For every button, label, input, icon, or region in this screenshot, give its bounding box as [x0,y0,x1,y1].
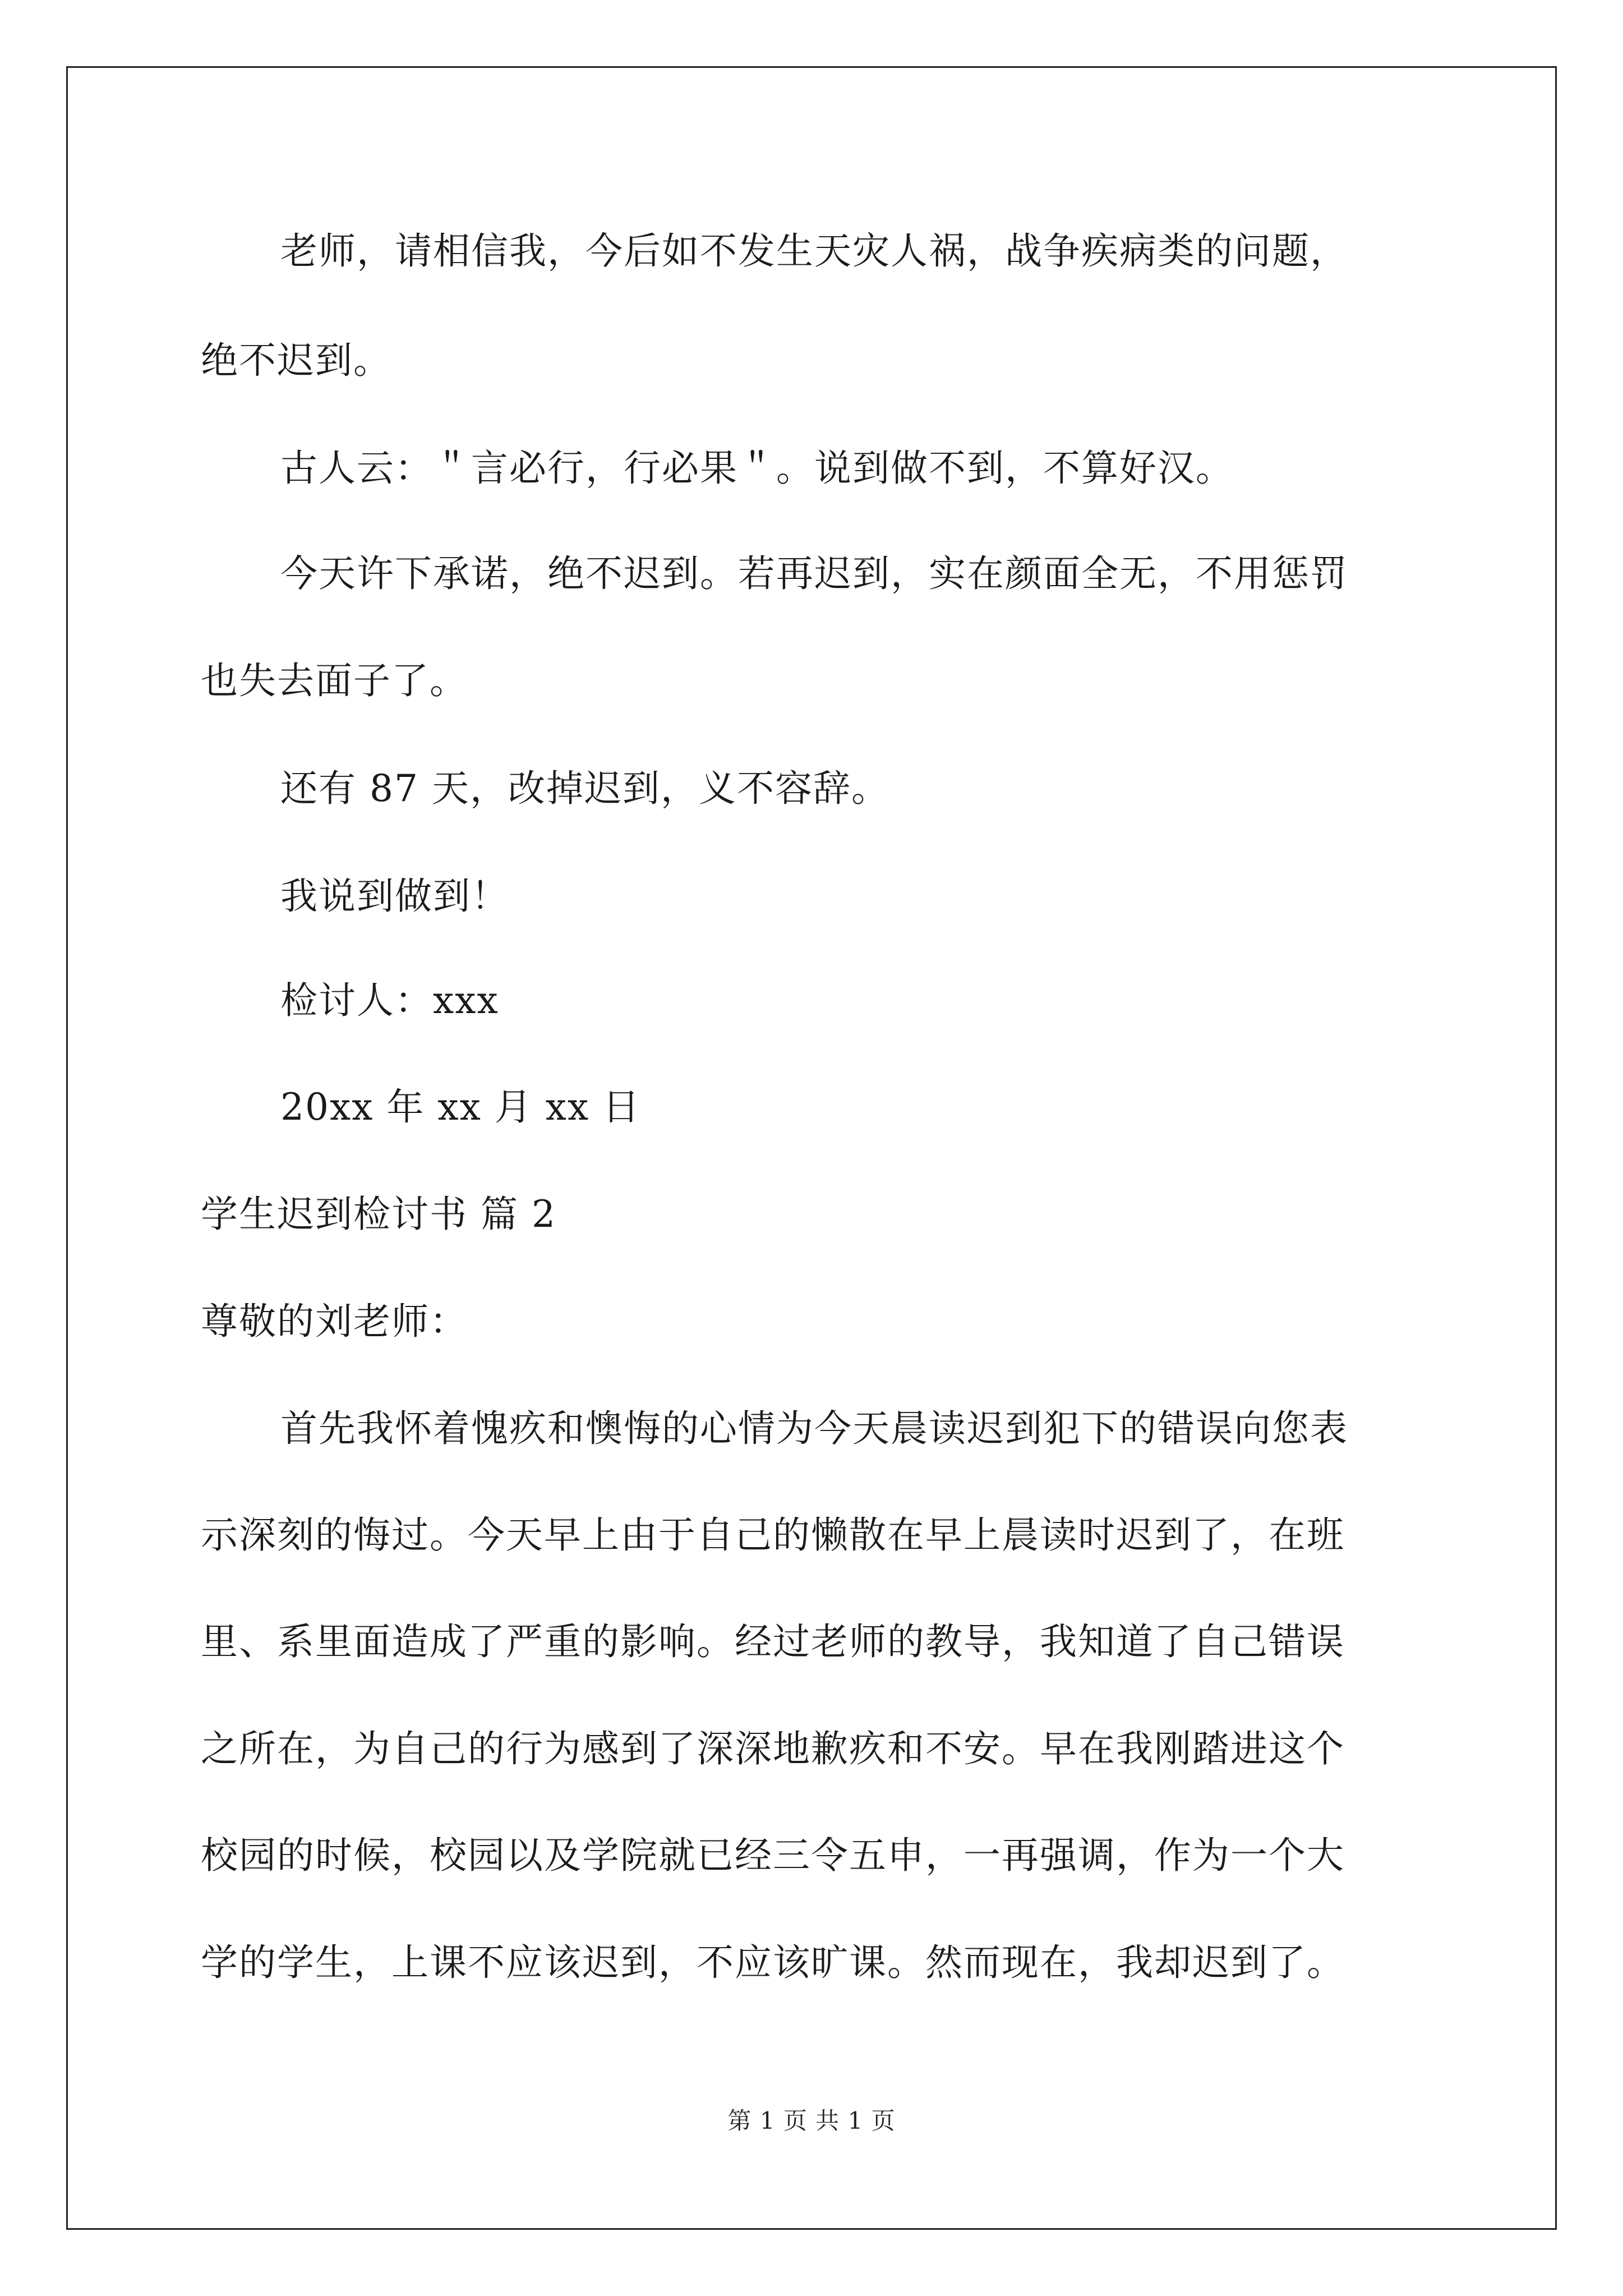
paragraph-line: 之所在，为自己的行为感到了深深地歉疚和不安。早在我刚踏进这个 [201,1727,1345,1770]
section-title: 学生迟到检讨书 篇 2 [201,1193,556,1236]
page-border [66,66,1557,2230]
paragraph-line: 古人云：＂言必行，行必果＂。说到做不到，不算好汉。 [280,447,1234,490]
paragraph-line: 也失去面子了。 [201,659,468,702]
date-line: 20xx 年 xx 月 xx 日 [280,1085,641,1129]
paragraph-line: 今天许下承诺，绝不迟到。若再迟到，实在颜面全无，不用惩罚 [280,552,1348,595]
paragraph-line: 还有 87 天，改掉迟到，义不容辞。 [280,767,889,810]
paragraph-line: 老师，请相信我，今后如不发生天灾人祸，战争疾病类的问题， [280,229,1348,273]
paragraph-line: 学的学生，上课不应该迟到，不应该旷课。然而现在，我却迟到了。 [201,1941,1345,1984]
page-footer: 第 1 页 共 1 页 [727,2107,896,2134]
salutation: 尊敬的刘老师： [201,1300,468,1343]
paragraph-line: 校园的时候，校园以及学院就已经三令五申，一再强调，作为一个大 [201,1834,1345,1877]
paragraph-line: 绝不迟到。 [201,339,391,382]
paragraph-line: 示深刻的悔过。今天早上由于自己的懒散在早上晨读时迟到了，在班 [201,1513,1345,1557]
signature-line: 检讨人：xxx [280,979,499,1022]
paragraph-line: 我说到做到！ [280,875,509,918]
paragraph-line: 里、系里面造成了严重的影响。经过老师的教导，我知道了自己错误 [201,1620,1345,1663]
paragraph-line: 首先我怀着愧疚和懊悔的心情为今天晨读迟到犯下的错误向您表 [280,1407,1348,1450]
